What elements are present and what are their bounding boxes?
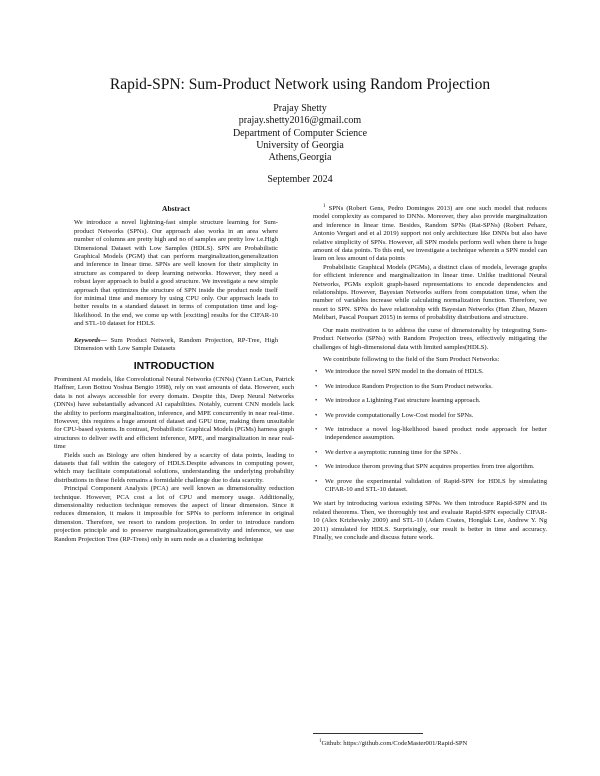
contribution-text: We introduce Random Projection to the Sum Product networks. <box>325 382 493 390</box>
bullet-icon: • <box>315 448 318 456</box>
right-column <box>313 205 547 542</box>
bullet-icon: • <box>315 463 318 471</box>
bullet-icon: • <box>315 397 318 405</box>
list-item <box>315 411 547 420</box>
contribution-text: We introduce a novel log-likelihood based product node approach for better independence assumption. <box>325 425 547 442</box>
contribution-text: We prove the experimental validation of Rapid-SPN for HDLS by simulating CIFAR-10 and STL-10 dataset. <box>325 477 547 493</box>
author-block <box>0 103 600 164</box>
author-name: Prajay Shetty <box>273 103 327 114</box>
introduction-heading: INTRODUCTION <box>133 359 215 372</box>
contributions-list <box>313 368 547 494</box>
author-university: University of Georgia <box>256 139 344 151</box>
author-email: prajay.shetty2016@gmail.com <box>238 115 362 127</box>
contribution-text: We introduce the novel SPN model in the domain of HDLS. <box>325 368 484 376</box>
keywords-text: Sum Product Network, Random Projection, RP-Tree, High Dimension with Low Sample Datasets <box>74 336 278 353</box>
contribution-text: We provide computationally Low-Cost model for SPNs. <box>325 411 474 419</box>
contribution-text: We introduce therom proving that SPN acquires properties from tree algorithm. <box>325 463 535 471</box>
abstract-section <box>54 205 294 354</box>
footnote <box>313 733 547 748</box>
list-item <box>315 463 547 471</box>
right-paragraph-2: Probabilistic Graphical Models (PGMs), a distinct class of models, leverage graphs for efficient inference and marginalization in linear time. Unlike traditional Neural Networks, PGMs exploit graph-based representations to encode dependencies and relationships. However, Bayesian Networks suffers from computation time, when the number of variables increase while calculating normalization function. Therefore, we resort to SPN. SPNs do have relationship with Bayesian Networks (Han Zhao, Mazen Melibari, Pascal Poupart 2015) in terms of probability distributions and structure. <box>313 263 547 322</box>
list-item <box>315 397 547 405</box>
bullet-icon: • <box>315 425 318 433</box>
left-column <box>54 205 294 544</box>
author-department: Department of Computer Science <box>232 127 368 139</box>
keywords-line <box>74 337 278 354</box>
footnote-text: Github: https://github.com/CodeMaster001/Rapid-SPN <box>321 740 468 747</box>
list-item <box>315 382 547 391</box>
right-paragraph-1 <box>313 205 547 264</box>
bullet-icon: • <box>315 368 318 376</box>
intro-paragraph-3: Principal Component Analysis (PCA) are well known as dimensionality reduction technique. However, PCA cost a lot of CPU and memory usage. Additionally, dimensionality reduction technique removes the aspect of linear dimension. Since it reduces dimension, it makes it impossible for SPNs to perform inference in original dimension. Therefore, we resort to random projection. In order to introduce random projection principle and to preserve marginalization,generativity and inference, we use Random Projection Tree (RP-Trees) only in sum node as a clustering technique <box>54 485 294 543</box>
list-item <box>315 448 547 457</box>
list-item <box>315 477 547 495</box>
paper-title: Rapid-SPN: Sum-Product Network using Random Projection <box>109 76 491 93</box>
intro-paragraph-1: Prominent AI models, like Convolutional Neural Networks (CNNs) (Yann LeCun, Patrick Haffner, Leon Bottou Yoshua Bengio 1998), rely on vast amounts of data. However, such data is not always accessible for every domain. Despite this, Deep Neural Networks (DNNs) have substantially advanced AI capabilities. Notably, current CNN models lack the ability to perform marginalization, inference, and MPE concurrently in near real-time. However, this requires a huge amount of dataset and GPU time, making them unsuitable for CPU-based systems. In contrast, Probabilistic Graphical Models (PGMs) harness graph structures to deliver swift and efficient inference, MPE, and marginalization in near real-time <box>54 375 294 451</box>
right-paragraph-5: We start by introducing various existing SPNs. We then introduce Rapid-SPN and its related theorems. Then, we thoroughly test and evaluate Rapid-SPN especially CIFAR-10 (Alex Krizhevsky 2009) and STL-10 (Adam Coates, Honglak Lee, Andrew Y. Ng 2011) simulated for HDLS. Surprisingly, our result is better in time and accuracy. Finally, we conclude and discuss future work. <box>313 500 547 541</box>
bullet-icon: • <box>315 477 318 485</box>
paper-date: September 2024 <box>267 174 333 185</box>
footnote-marker: 1 <box>323 203 326 209</box>
right-paragraph-3: Our main motivation is to address the curse of dimensionality by integrating Sum-Product Networks (SPNs) with Random Projection trees, effectively mitigating the challenges of high-dimensional data with limited samples(HDLS). <box>313 326 547 351</box>
right-paragraph-4: We contribute following to the field of the Sum Product Networks: <box>323 355 500 363</box>
right-paragraph-1-text: SPNs (Robert Gens, Pedro Domingos 2013) are one such model that reduces model complexity as compared to DNNs. Moreover, they also provide marginalization and inference in linear time. Besides, Random SPNs (Rat-SPNs) (Robert Peharz, Antonio Vergari and et al 2019) support not only architecture like DNNs but also have relative simplicity of SPNs. However, all SPN models perform well when there is huge amount of data points. To this end, we investigate a technique wherein a SPN model can learn on less amount of data points <box>313 205 547 263</box>
contribution-text: We introduce a Lightning Fast structure learning approach. <box>325 397 481 405</box>
bullet-icon: • <box>315 411 318 419</box>
list-item <box>315 368 547 376</box>
intro-paragraph-2: Fields such as Biology are often hindered by a scarcity of data points, leading to datasets that fall within the category of HDLS.Despite advances in computing power, which may facilitate computational solutions, understanding the underlying probability distributions in these fields remains a formidable challenge due to data scarcity. <box>54 451 294 484</box>
footnote-number: 1 <box>319 738 322 744</box>
list-item <box>315 425 547 443</box>
bullet-icon: • <box>315 382 318 390</box>
contribution-text: We derive a asymptotic running time for the SPNs . <box>325 448 462 456</box>
keywords-label: Keywords— <box>74 336 107 344</box>
abstract-text: We introduce a novel lightning-fast simple structure learning for Sum-product Networks (SPNs). Our approach also works in an area where number of columns are pretty high and no of samples are pretty low i.e.High Dimensional Dataset with Low Samples (HDLS). SPN are Probabilistic Graphical Models (PGM) that can perform marginalization,generalization and inference in linear time. SPNs are well known for their simplicity in structure as compared to deep learning networks. However, they need a robust layer approach to build a good structure. We investigate a new simple approach that optimizes the structure of SPN inside the product node itself for minimal time and memory by using CPU only. Our approach leads to better results in a standard dataset in terms of computation time and log-likelihood. In the end, we come up with [exciting] results for the CIFAR-10 and STL-10 dataset for HDLS. <box>74 219 278 328</box>
author-location: Athens,Georgia <box>268 152 332 164</box>
abstract-heading: Abstract <box>162 204 190 213</box>
